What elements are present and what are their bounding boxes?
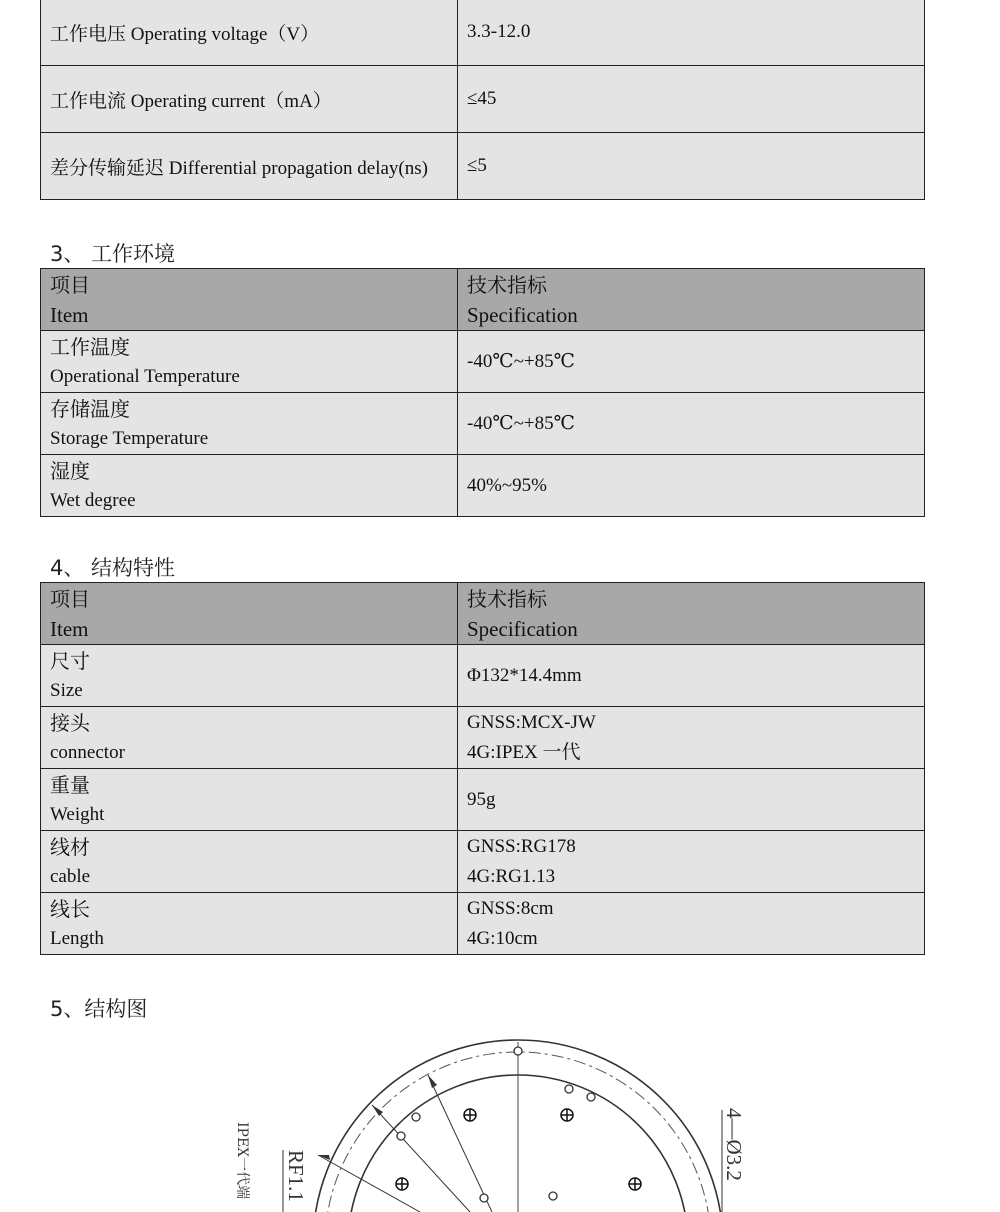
mount-hole: [514, 1047, 522, 1055]
spec-item-cell: 湿度 Wet degree: [41, 455, 458, 517]
table-row: [41, 769, 925, 831]
section-3-heading: 3、 工作环境: [50, 242, 176, 266]
table-row: [41, 331, 925, 393]
spec-item-cell: 差分传输延迟 Differential propagation delay(ns): [41, 133, 458, 200]
spec-value-cell: GNSS:RG178 4G:RG1.13: [458, 831, 925, 893]
spec-item-cell: 线材 cable: [41, 831, 458, 893]
spec-value-cell: ≤45: [458, 66, 925, 133]
table-row: [41, 831, 925, 893]
table-row: [41, 133, 925, 200]
spec-value-cell: GNSS:MCX-JW 4G:IPEX 一代: [458, 707, 925, 769]
arrowhead: [428, 1075, 437, 1088]
spec-item-cell: 工作电压 Operating voltage（V）: [41, 0, 458, 66]
spec-item-cell: 重量 Weight: [41, 769, 458, 831]
spec-item-cell: 线长 Length: [41, 893, 458, 955]
mount-hole: [412, 1113, 420, 1121]
mount-hole: [397, 1132, 405, 1140]
spec-value-cell: -40℃~+85℃: [458, 331, 925, 393]
header-spec-cell: 技术指标 Specification: [458, 583, 925, 645]
ipex-label: IPEX一代端: [234, 1122, 250, 1200]
table-row: [41, 66, 925, 133]
table-row: [41, 393, 925, 455]
spec-value-cell: GNSS:8cm 4G:10cm: [458, 893, 925, 955]
spec-item-cell: 工作电流 Operating current（mA）: [41, 66, 458, 133]
mount-hole: [480, 1194, 488, 1202]
table-row: [41, 455, 925, 517]
table-header-row: [41, 269, 925, 331]
mount-hole: [587, 1093, 595, 1101]
section-5-heading: 5、结构图: [50, 997, 148, 1021]
table-header-row: [41, 583, 925, 645]
spec-value-cell: -40℃~+85℃: [458, 393, 925, 455]
electrical-spec-table: [40, 0, 925, 200]
header-spec-cell: 技术指标 Specification: [458, 269, 925, 331]
spec-value-cell: 95g: [458, 769, 925, 831]
spec-item-cell: 尺寸 Size: [41, 645, 458, 707]
structure-drawing: [0, 1030, 1000, 1212]
environment-table: [40, 268, 925, 517]
header-item-cell: 项目 Item: [41, 583, 458, 645]
spec-value-cell: ≤5: [458, 133, 925, 200]
spec-value-cell: Φ132*14.4mm: [458, 645, 925, 707]
spec-value-cell: 40%~95%: [458, 455, 925, 517]
spec-item-cell: 工作温度 Operational Temperature: [41, 331, 458, 393]
table-row: [41, 707, 925, 769]
spec-item-cell: 接头 connector: [41, 707, 458, 769]
leader-line-2: [372, 1105, 470, 1212]
mount-hole: [549, 1192, 557, 1200]
table-row: [41, 0, 925, 66]
spec-value-cell: 3.3-12.0: [458, 0, 925, 66]
table-row: [41, 645, 925, 707]
rf-label: RF1.1: [284, 1150, 308, 1202]
mount-hole: [565, 1085, 573, 1093]
section-4-heading: 4、 结构特性: [50, 556, 176, 580]
spec-item-cell: 存储温度 Storage Temperature: [41, 393, 458, 455]
header-item-cell: 项目 Item: [41, 269, 458, 331]
structure-table: [40, 582, 925, 955]
table-row: [41, 893, 925, 955]
holes-label: 4—Ø3.2: [722, 1108, 746, 1181]
arrowhead: [372, 1105, 383, 1116]
leader-line-1: [428, 1075, 492, 1212]
